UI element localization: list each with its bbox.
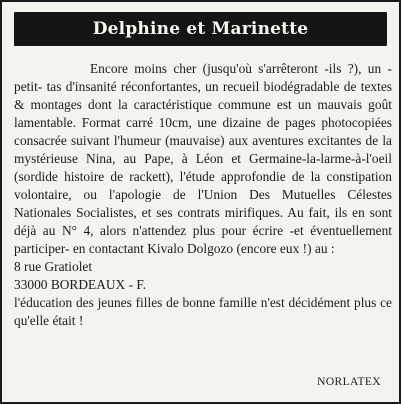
main-paragraph-text: Encore moins cher (jusqu'où s'arrêteront -ils ?), un -petit- tas d'insanité réconfortantes, un recueil biodégradable de textes & montages dont la caractéristique commune est un mauvais goût lamentable. Format carré 10cm, une dizaine de pages photocopiées consacrée suivant l'humeur (mauvaise) aux aventures excitantes de la mystérieuse Nina, au Pape, à Léon et Germaine-la-larme-à-l'oeil (sordide histoire de rackett), l'étude approfondie de la constipation volontaire, ou l'apologie de l'Union Des Mutuelles Célestes Nationales Socialistes, et ses contrats mirifiques. Au fait, ils en sont déjà au N° 4, alors n'attendez plus pour écrire -et éventuellement participer- en contactant Kivalo Dolgozo (encore eux !) au : xyxy=(14,61,392,256)
author-signature: NORLATEX xyxy=(317,376,381,388)
closing-remark: l'éducation des jeunes filles de bonne famille n'est décidément plus ce qu'elle était ! xyxy=(14,295,392,328)
article-body xyxy=(14,60,392,330)
address-city: 33000 BORDEAUX - F. xyxy=(14,277,147,292)
title-banner xyxy=(14,12,387,46)
article-title: Delphine et Marinette xyxy=(92,19,309,39)
address-street: 8 rue Gratiolet xyxy=(14,259,93,274)
main-paragraph xyxy=(14,60,392,258)
